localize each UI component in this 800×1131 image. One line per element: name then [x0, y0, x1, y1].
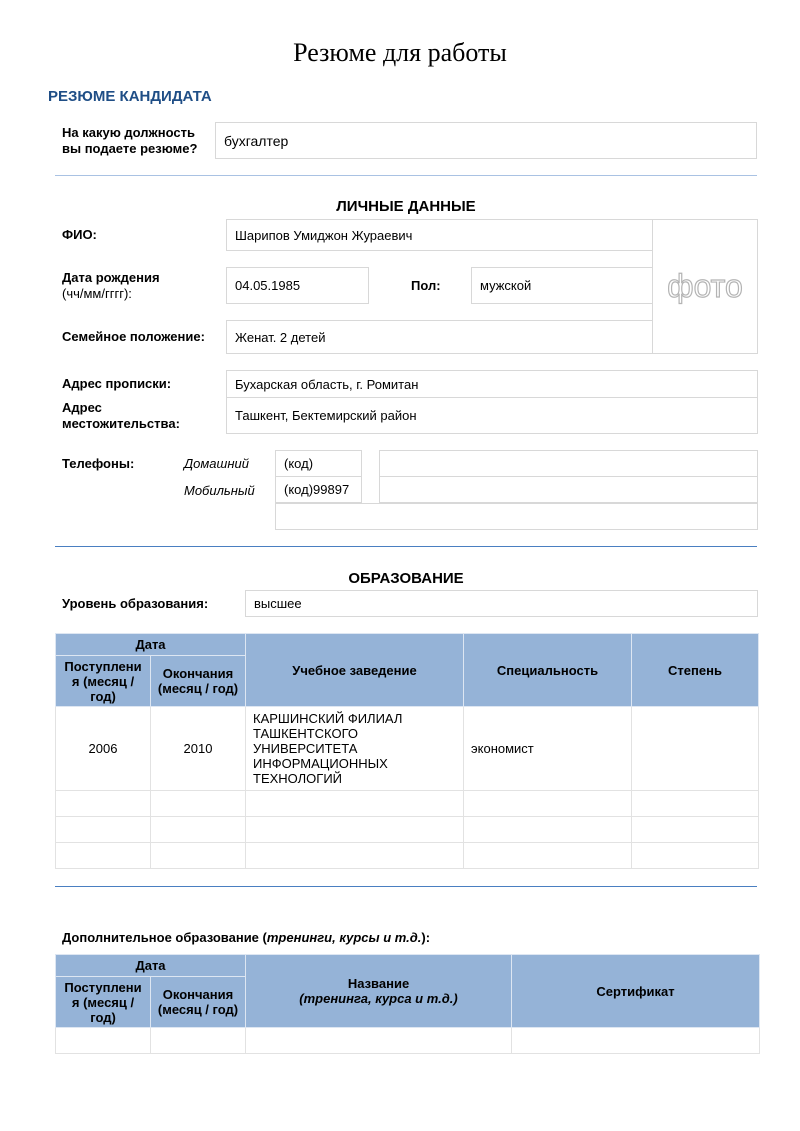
svg-text:фото: фото: [667, 267, 743, 304]
phone-extra-field[interactable]: [275, 503, 758, 530]
date-header: Дата: [56, 955, 246, 977]
sex-label: Пол:: [411, 278, 441, 293]
phone-mobile-label: Мобильный: [184, 483, 255, 498]
start-date-cell[interactable]: 2006: [56, 707, 151, 791]
phone-home-label: Домашний: [184, 456, 249, 471]
table-row: [56, 1028, 760, 1054]
fio-label: ФИО:: [62, 227, 97, 242]
end-date-cell[interactable]: 2010: [151, 707, 246, 791]
sex-field[interactable]: мужской: [471, 267, 653, 304]
dob-field[interactable]: 04.05.1985: [226, 267, 369, 304]
additional-education-heading: Дополнительное образование (тренинги, курсы и т.д.):: [62, 930, 431, 945]
position-label: На какую должность вы подаете резюме?: [62, 125, 198, 156]
certificate-header: Сертификат: [512, 955, 760, 1028]
page-title: Резюме для работы: [293, 38, 507, 67]
reg-address-label: Адрес прописки:: [62, 376, 172, 391]
end-date-header: Окончания (месяц / год): [151, 977, 246, 1028]
institution-cell[interactable]: КАРШИНСКИЙ ФИЛИАЛ ТАШКЕНТСКОГО УНИВЕРСИТЕТА ИНФОРМАЦИОННЫХ ТЕХНОЛОГИЙ: [246, 707, 464, 791]
degree-header: Степень: [632, 634, 759, 707]
marital-field[interactable]: Женат. 2 детей: [226, 320, 653, 354]
additional-education-table: [55, 954, 760, 1054]
live-address-label: Адрес местожительства:: [62, 400, 180, 431]
end-date-header: Окончания (месяц / год): [151, 656, 246, 707]
dob-label: Дата рождения (чч/мм/гггг):: [62, 270, 160, 301]
table-row: [56, 817, 759, 843]
institution-header: Учебное заведение: [246, 634, 464, 707]
degree-cell[interactable]: [632, 707, 759, 791]
photo-placeholder-text: [665, 267, 745, 307]
course-name-header: Название (тренинга, курса и т.д.): [246, 955, 512, 1028]
education-heading: ОБРАЗОВАНИЕ: [348, 570, 464, 587]
specialty-header: Специальность: [464, 634, 632, 707]
resume-subtitle: РЕЗЮМЕ КАНДИДАТА: [48, 88, 212, 105]
start-date-header: Поступлени я (месяц / год): [56, 656, 151, 707]
start-date-header: Поступлени я (месяц / год): [56, 977, 151, 1028]
divider: [55, 886, 757, 887]
fio-field[interactable]: Шарипов Умиджон Жураевич: [226, 219, 653, 251]
personal-data-heading: ЛИЧНЫЕ ДАННЫЕ: [336, 198, 476, 215]
table-row: [56, 791, 759, 817]
divider: [55, 546, 757, 547]
education-level-label: Уровень образования:: [62, 596, 209, 611]
phone-mobile-code-field[interactable]: (код)99897: [275, 476, 362, 503]
photo-placeholder: [652, 219, 758, 354]
marital-label: Семейное положение:: [62, 329, 205, 344]
phone-mobile-number-field[interactable]: [379, 476, 758, 503]
specialty-cell[interactable]: экономист: [464, 707, 632, 791]
date-header: Дата: [56, 634, 246, 656]
table-row: [56, 843, 759, 869]
live-address-field[interactable]: Ташкент, Бектемирский район: [226, 397, 758, 434]
education-table: [55, 633, 759, 869]
phone-home-number-field[interactable]: [379, 450, 758, 477]
table-row: [56, 707, 759, 791]
phone-home-code-field[interactable]: (код): [275, 450, 362, 477]
divider: [55, 175, 757, 176]
position-field[interactable]: бухгалтер: [215, 122, 757, 159]
reg-address-field[interactable]: Бухарская область, г. Ромитан: [226, 370, 758, 398]
education-level-field[interactable]: высшее: [245, 590, 758, 617]
phones-label: Телефоны:: [62, 456, 135, 471]
